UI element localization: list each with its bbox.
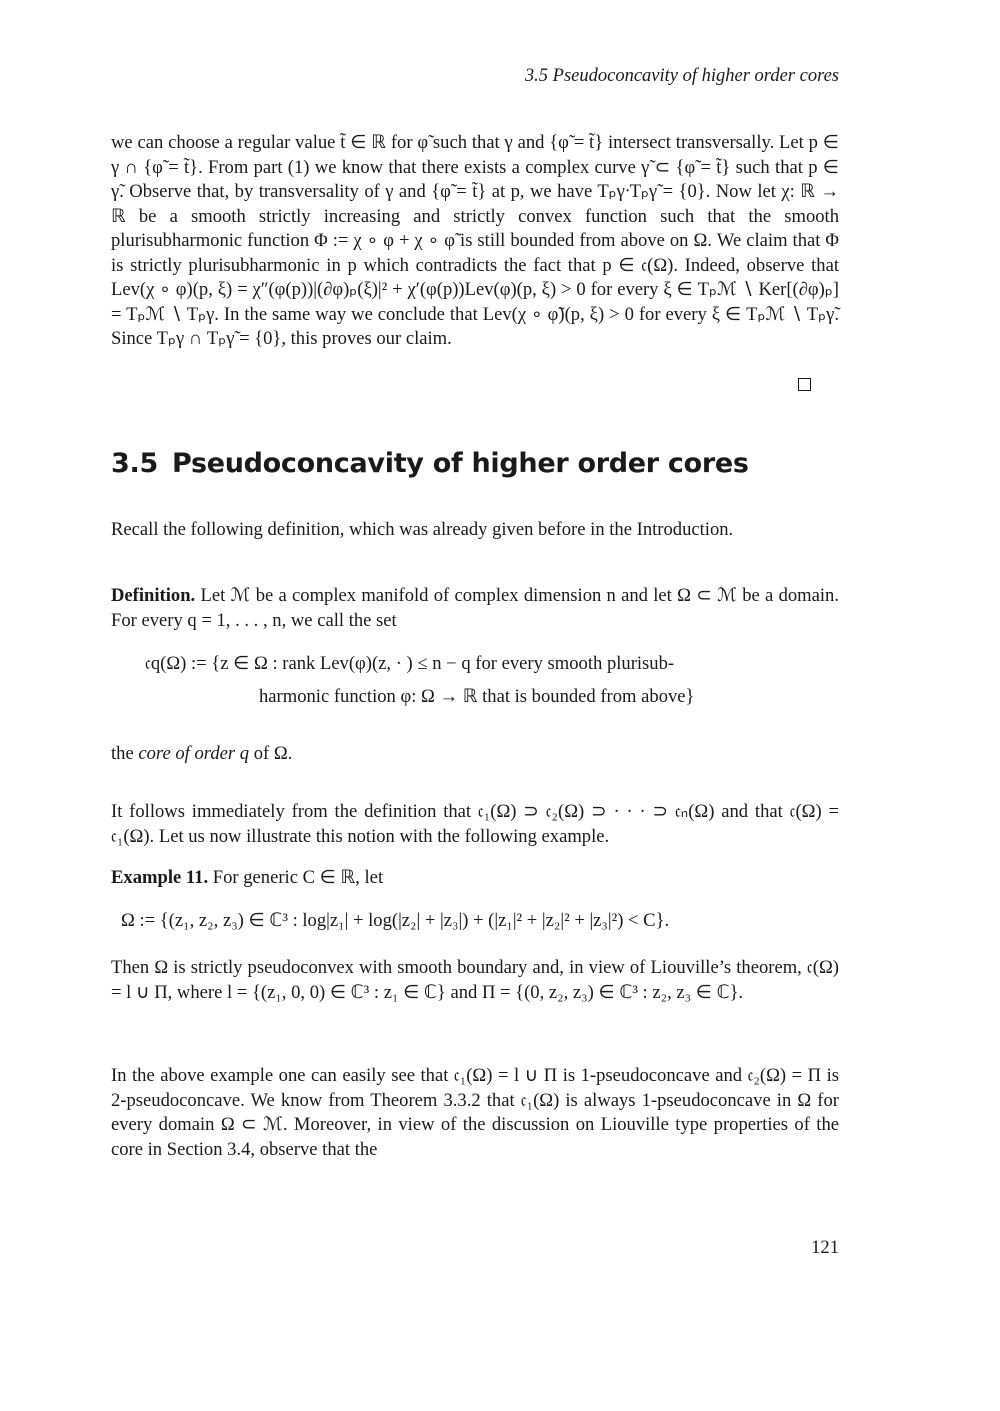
definition-formula-line-2: harmonic function φ: Ω → ℝ that is bounded from above} xyxy=(259,686,695,707)
running-head: 3.5 Pseudoconcavity of higher order cores xyxy=(524,66,839,86)
page-number: 121 xyxy=(811,1237,839,1258)
section-title: Pseudoconcavity of higher order cores xyxy=(171,448,749,479)
example-formula: Ω := {(z₁, z₂, z₃) ∈ ℂ³ : log|z₁| + log(|z₂| + |z₃|) + (|z₁|² + |z₂|² + |z₃|²) < C}. xyxy=(121,910,670,931)
definition-closing-pre: the xyxy=(111,743,139,764)
section-heading xyxy=(111,448,749,479)
definition-closing-post: of Ω. xyxy=(249,743,293,764)
final-paragraph: In the above example one can easily see that 𝔠₁(Ω) = l ∪ Π is 1-pseudoconcave and 𝔠₂(Ω) = Π is 2-pseudoconcave. We know from Theorem 3.3.2 that 𝔠₁(Ω) is always 1-pseudoconcave in Ω for every domain Ω ⊂ ℳ. Moreover, in view of the discussion on Liouville type properties of the core in Section 3.4, observe that the xyxy=(111,1065,839,1160)
core-of-order-term: core of order q xyxy=(138,743,250,764)
example-paragraph xyxy=(111,866,839,891)
intro-paragraph: Recall the following definition, which was already given before in the Introduction. xyxy=(111,519,734,540)
qed-symbol xyxy=(798,378,811,391)
example-label: Example 11. xyxy=(111,867,209,888)
definition-paragraph xyxy=(111,584,839,633)
example-after-paragraph: Then Ω is strictly pseudoconvex with smooth boundary and, in view of Liouville’s theorem, 𝔠(Ω) = l ∪ Π, where l = {(z₁, 0, 0) ∈ ℂ³ : z₁ ∈ ℂ} and Π = {(0, z₂, z₃) ∈ ℂ³ : z₂, z₃ ∈ ℂ}. xyxy=(111,957,839,1003)
definition-closing xyxy=(111,742,839,767)
definition-formula-line-1: 𝔠q(Ω) := {z ∈ Ω : rank Lev(φ)(z, · ) ≤ n − q for every smooth plurisub- xyxy=(145,653,675,674)
follows-paragraph: It follows immediately from the definition that 𝔠₁(Ω) ⊃ 𝔠₂(Ω) ⊃ · · · ⊃ 𝔠ₙ(Ω) and that 𝔠(Ω) = 𝔠₁(Ω). Let us now illustrate this notion with the following example. xyxy=(111,801,839,847)
proof-paragraph: we can choose a regular value t̃ ∈ ℝ for φ̃ such that γ and {φ̃ = t̃} intersect transversally. Let p ∈ γ ∩ {φ̃ = t̃}. From part (1) we know that there exists a complex curve γ̃ ⊂ {φ̃ = t̃} such that p ∈ γ̃. Observe that, by transversality of γ and {φ̃ = t̃} at p, we have TₚγᐧTₚγ̃ = {0}. Now let χ: ℝ → ℝ be a smooth strictly increasing and strictly convex function such that the smooth plurisubharmonic function Φ := χ ∘ φ + χ ∘ φ̃ is still bounded from above on Ω. We claim that Φ is strictly plurisubharmonic in p which contradicts the fact that p ∈ 𝔠(Ω). Indeed, observe that Lev(χ ∘ φ)(p, ξ) = χ″(φ(p))|(∂φ)ₚ(ξ)|² + χ′(φ(p))Lev(φ)(p, ξ) > 0 for every ξ ∈ Tₚℳ ∖ Ker[(∂φ)ₚ] = Tₚℳ ∖ Tₚγ. In the same way we conclude that Lev(χ ∘ φ̃)(p, ξ) > 0 for every ξ ∈ Tₚℳ ∖ Tₚγ̃. Since Tₚγ ∩ Tₚγ̃ = {0}, this proves our claim. xyxy=(111,132,839,349)
definition-text: Let ℳ be a complex manifold of complex dimension n and let Ω ⊂ ℳ be a domain. For every q = 1, . . . , n, we call the set xyxy=(111,585,839,631)
definition-label: Definition. xyxy=(111,585,196,606)
section-number: 3.5 xyxy=(111,448,158,479)
example-text: For generic C ∈ ℝ, let xyxy=(212,867,384,888)
